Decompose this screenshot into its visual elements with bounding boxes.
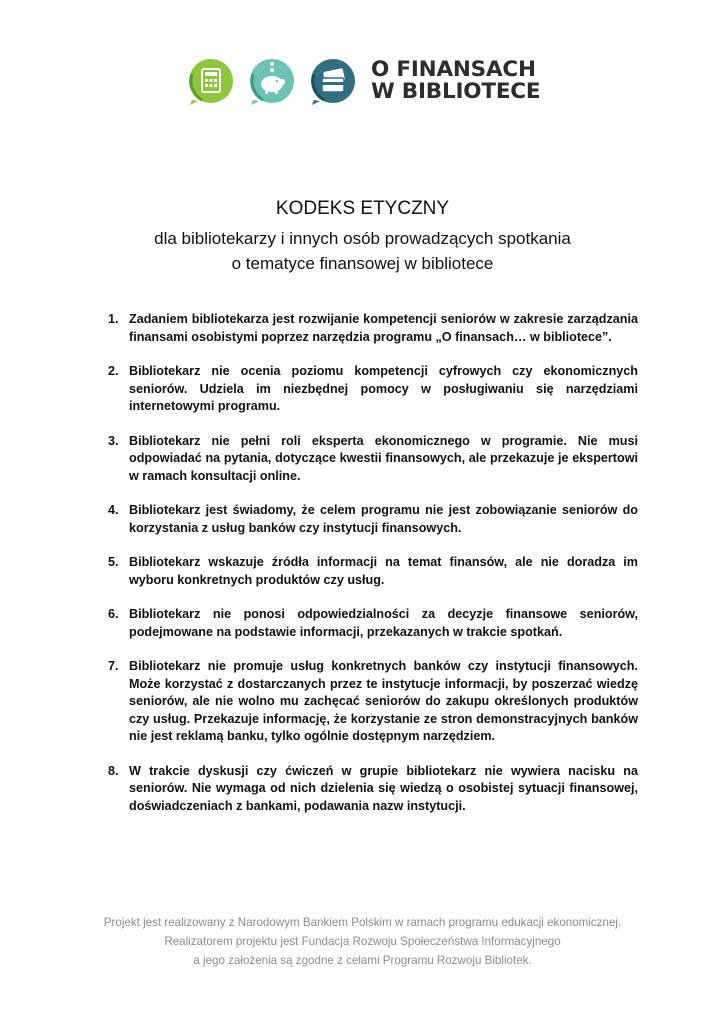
- item-text: Bibliotekarz nie ocenia poziomu kompetencji cyfrowych czy ekonomicznych seniorów. Udziela im niezbędnej pomocy w posługiwaniu się narzędziami internetowymi programu.: [129, 364, 638, 413]
- footer: [0, 913, 725, 970]
- brand-line-2: W BIBLIOTECE: [371, 79, 541, 104]
- list-item: [104, 554, 638, 589]
- calculator-icon: [186, 56, 236, 106]
- footer-line-2: Realizatorem projektu jest Fundacja Rozwoju Społeczeństwa Informacyjnego: [164, 935, 561, 948]
- item-number: 8.: [108, 763, 119, 778]
- title-block: [0, 196, 725, 276]
- item-number: 4.: [108, 503, 119, 517]
- list-item: [104, 763, 638, 816]
- item-number: 2.: [108, 364, 119, 378]
- footer-line-3: a jego założenia są zgodne z celami Programu Rozwoju Bibliotek.: [193, 954, 532, 967]
- subtitle-line-1: dla bibliotekarzy i innych osób prowadzących spotkania: [154, 229, 571, 248]
- list-item: [104, 502, 638, 537]
- item-number: 5.: [108, 555, 119, 569]
- list-item: [104, 658, 638, 746]
- item-number: 1.: [108, 312, 119, 326]
- brand-name: [371, 59, 540, 103]
- subtitle-line-2: o tematyce finansowej w bibliotece: [231, 254, 494, 273]
- document-subtitle: [0, 226, 725, 276]
- item-text: Bibliotekarz wskazuje źródła informacji na temat finansów, ale nie doradza im wyboru konkretnych produktów czy usług.: [129, 555, 638, 587]
- list-item: [104, 433, 638, 486]
- item-text: Bibliotekarz jest świadomy, że celem programu nie jest zobowiązanie seniorów do korzystania z usług banków czy instytucji finansowych.: [129, 503, 638, 535]
- code-list: [104, 311, 638, 832]
- logo-header: [186, 56, 540, 106]
- footer-line-1: Projekt jest realizowany z Narodowym Bankiem Polskim w ramach programu edukacji ekonomicznej.: [103, 916, 622, 929]
- piggy-bank-icon: [247, 56, 297, 106]
- item-number: 6.: [108, 607, 119, 621]
- item-text: W trakcie dyskusji czy ćwiczeń w grupie bibliotekarz nie wywiera nacisku na seniorów. Nie wymaga od nich dzielenia się wiedzą o osobistej sytuacji finansowej, doświadczeniach z bankami, podawania nazw instytucji.: [129, 763, 638, 813]
- item-text: Bibliotekarz nie pełni roli eksperta ekonomicznego w programie. Nie musi odpowiadać na pytania, dotyczące kwestii finansowych, ale przekazuje je ekspertowi w ramach konsultacji online.: [129, 433, 638, 483]
- list-item: [104, 311, 638, 346]
- brand-line-1: O FINANSACH: [371, 57, 536, 82]
- item-text: Bibliotekarz nie promuje usług konkretnych banków czy instytucji finansowych. Może korzystać z dostarczanych przez te instytucje informacji, by poszerzać wiedzę seniorów, ale nie wolno mu zachęcać seniorów do zakupu określonych produktów czy usług. Przekazuje informację, że korzystanie ze stron demonstracyjnych banków nie jest reklamą banku, tylko ogólnie dostępnym narzędziem.: [129, 659, 638, 743]
- list-item: [104, 606, 638, 641]
- list-item: [104, 363, 638, 416]
- item-text: Zadaniem bibliotekarza jest rozwijanie kompetencji seniorów w zakresie zarządzania finansami osobistymi poprzez narzędzia programu „O finansach… w bibliotece”.: [129, 312, 638, 344]
- item-number: 3.: [108, 433, 119, 448]
- item-number: 7.: [108, 659, 119, 673]
- document-title: KODEKS ETYCZNY: [275, 198, 450, 219]
- item-text: Bibliotekarz nie ponosi odpowiedzialności za decyzje finansowe seniorów, podejmowane na podstawie informacji, przekazanych w trakcie spotkań.: [129, 607, 638, 639]
- card-icon: [308, 56, 358, 106]
